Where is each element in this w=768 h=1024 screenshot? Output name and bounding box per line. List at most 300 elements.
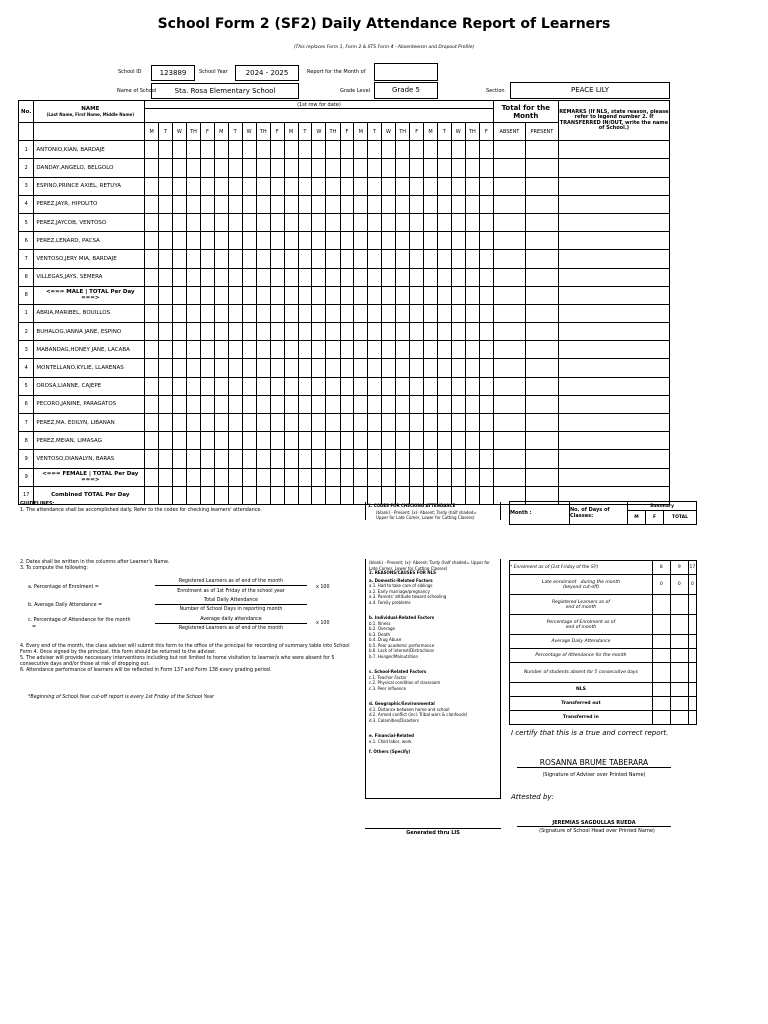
- attendance-cell[interactable]: [256, 395, 270, 413]
- attendance-cell[interactable]: [242, 359, 256, 377]
- attendance-cell[interactable]: [242, 268, 256, 286]
- attendance-cell[interactable]: [228, 450, 242, 468]
- attendance-cell[interactable]: [354, 159, 368, 177]
- attendance-cell[interactable]: [354, 232, 368, 250]
- attendance-cell[interactable]: [214, 395, 228, 413]
- attendance-cell[interactable]: [186, 304, 200, 322]
- attendance-cell[interactable]: [145, 213, 159, 231]
- attendance-cell[interactable]: [172, 268, 186, 286]
- attendance-cell[interactable]: [312, 286, 326, 304]
- attendance-cell[interactable]: [465, 468, 479, 486]
- attendance-cell[interactable]: [270, 359, 284, 377]
- attendance-cell[interactable]: [242, 195, 256, 213]
- attendance-cell[interactable]: [298, 341, 312, 359]
- attendance-cell[interactable]: [340, 304, 354, 322]
- attendance-cell[interactable]: [214, 432, 228, 450]
- attendance-cell[interactable]: [437, 177, 451, 195]
- remarks-cell[interactable]: [558, 341, 669, 359]
- attendance-cell[interactable]: [382, 232, 396, 250]
- attendance-cell[interactable]: [368, 141, 382, 159]
- attendance-cell[interactable]: [382, 432, 396, 450]
- attendance-cell[interactable]: [228, 359, 242, 377]
- attendance-cell[interactable]: [201, 195, 215, 213]
- tout-f[interactable]: [670, 697, 688, 711]
- attendance-cell[interactable]: [214, 286, 228, 304]
- attendance-cell[interactable]: [410, 159, 424, 177]
- attendance-cell[interactable]: [172, 450, 186, 468]
- attendance-cell[interactable]: [465, 395, 479, 413]
- attendance-cell[interactable]: [437, 359, 451, 377]
- attendance-cell[interactable]: [340, 377, 354, 395]
- attendance-cell[interactable]: [451, 177, 465, 195]
- attendance-cell[interactable]: [340, 195, 354, 213]
- attendance-cell[interactable]: [437, 323, 451, 341]
- attendance-cell[interactable]: [145, 414, 159, 432]
- attendance-cell[interactable]: [326, 268, 340, 286]
- attendance-cell[interactable]: [410, 450, 424, 468]
- attendance-cell[interactable]: [186, 323, 200, 341]
- attendance-cell[interactable]: [270, 250, 284, 268]
- attendance-cell[interactable]: [228, 141, 242, 159]
- attendance-cell[interactable]: [326, 141, 340, 159]
- attendance-cell[interactable]: [298, 159, 312, 177]
- attendance-cell[interactable]: [256, 450, 270, 468]
- attendance-cell[interactable]: [340, 286, 354, 304]
- attendance-cell[interactable]: [284, 450, 298, 468]
- attendance-cell[interactable]: [354, 395, 368, 413]
- present-cell[interactable]: [526, 304, 559, 322]
- attendance-cell[interactable]: [228, 250, 242, 268]
- attendance-cell[interactable]: [172, 250, 186, 268]
- attendance-cell[interactable]: [437, 232, 451, 250]
- attendance-cell[interactable]: [270, 141, 284, 159]
- attendance-cell[interactable]: [326, 377, 340, 395]
- attendance-cell[interactable]: [382, 414, 396, 432]
- attendance-cell[interactable]: [480, 159, 494, 177]
- attendance-cell[interactable]: [451, 359, 465, 377]
- remarks-cell[interactable]: [558, 450, 669, 468]
- attendance-cell[interactable]: [201, 341, 215, 359]
- attendance-cell[interactable]: [368, 304, 382, 322]
- attendance-cell[interactable]: [284, 341, 298, 359]
- present-cell[interactable]: [526, 232, 559, 250]
- attendance-cell[interactable]: [172, 432, 186, 450]
- attendance-cell[interactable]: [172, 377, 186, 395]
- attendance-cell[interactable]: [270, 341, 284, 359]
- attendance-cell[interactable]: [354, 286, 368, 304]
- attendance-cell[interactable]: [424, 323, 438, 341]
- attendance-cell[interactable]: [186, 432, 200, 450]
- attendance-cell[interactable]: [186, 286, 200, 304]
- attendance-cell[interactable]: [312, 377, 326, 395]
- attendance-cell[interactable]: [368, 468, 382, 486]
- absent5-total[interactable]: [688, 663, 696, 683]
- absent5-m[interactable]: [652, 663, 670, 683]
- attendance-cell[interactable]: [312, 432, 326, 450]
- absent-cell[interactable]: [493, 395, 525, 413]
- attendance-cell[interactable]: [465, 286, 479, 304]
- attendance-cell[interactable]: [159, 414, 173, 432]
- attendance-cell[interactable]: [186, 377, 200, 395]
- attendance-cell[interactable]: [424, 250, 438, 268]
- pct-enrol-m[interactable]: [652, 615, 670, 635]
- attendance-cell[interactable]: [172, 177, 186, 195]
- attendance-cell[interactable]: [201, 304, 215, 322]
- attendance-cell[interactable]: [270, 213, 284, 231]
- present-cell[interactable]: [526, 268, 559, 286]
- attendance-cell[interactable]: [186, 250, 200, 268]
- date-cells[interactable]: [145, 109, 494, 123]
- attendance-cell[interactable]: [298, 395, 312, 413]
- attendance-cell[interactable]: [451, 286, 465, 304]
- attendance-cell[interactable]: [159, 141, 173, 159]
- attendance-cell[interactable]: [382, 213, 396, 231]
- attendance-cell[interactable]: [172, 468, 186, 486]
- attendance-cell[interactable]: [354, 414, 368, 432]
- attendance-cell[interactable]: [326, 232, 340, 250]
- school-year-field[interactable]: 2024 - 2025: [235, 65, 299, 81]
- present-cell[interactable]: [526, 377, 559, 395]
- attendance-cell[interactable]: [368, 159, 382, 177]
- attendance-cell[interactable]: [145, 286, 159, 304]
- attendance-cell[interactable]: [354, 468, 368, 486]
- attendance-cell[interactable]: [298, 250, 312, 268]
- attendance-cell[interactable]: [354, 250, 368, 268]
- attendance-cell[interactable]: [368, 177, 382, 195]
- attendance-cell[interactable]: [451, 377, 465, 395]
- attendance-cell[interactable]: [396, 450, 410, 468]
- attendance-cell[interactable]: [451, 213, 465, 231]
- attendance-cell[interactable]: [424, 286, 438, 304]
- month-field[interactable]: [374, 63, 438, 81]
- attendance-cell[interactable]: [340, 414, 354, 432]
- attendance-cell[interactable]: [480, 323, 494, 341]
- attendance-cell[interactable]: [465, 323, 479, 341]
- attendance-cell[interactable]: [214, 341, 228, 359]
- attendance-cell[interactable]: [201, 213, 215, 231]
- attendance-cell[interactable]: [145, 395, 159, 413]
- attendance-cell[interactable]: [465, 232, 479, 250]
- attendance-cell[interactable]: [186, 450, 200, 468]
- remarks-cell[interactable]: [558, 177, 669, 195]
- reg-m[interactable]: [652, 595, 670, 615]
- attendance-cell[interactable]: [298, 359, 312, 377]
- absent-cell[interactable]: [493, 432, 525, 450]
- attendance-cell[interactable]: [424, 195, 438, 213]
- attendance-cell[interactable]: [410, 395, 424, 413]
- nls-f[interactable]: [670, 683, 688, 697]
- attendance-cell[interactable]: [214, 450, 228, 468]
- attendance-cell[interactable]: [256, 468, 270, 486]
- pct-att-m[interactable]: [652, 649, 670, 663]
- attendance-cell[interactable]: [284, 468, 298, 486]
- attendance-cell[interactable]: [326, 213, 340, 231]
- attendance-cell[interactable]: [242, 304, 256, 322]
- attendance-cell[interactable]: [214, 159, 228, 177]
- attendance-cell[interactable]: [284, 286, 298, 304]
- attendance-cell[interactable]: [410, 213, 424, 231]
- attendance-cell[interactable]: [340, 450, 354, 468]
- present-cell[interactable]: [526, 341, 559, 359]
- attendance-cell[interactable]: [465, 359, 479, 377]
- attendance-cell[interactable]: [242, 414, 256, 432]
- grade-field[interactable]: Grade 5: [374, 82, 438, 99]
- attendance-cell[interactable]: [396, 341, 410, 359]
- attendance-cell[interactable]: [451, 232, 465, 250]
- attendance-cell[interactable]: [298, 213, 312, 231]
- absent-cell[interactable]: [493, 468, 525, 486]
- attendance-cell[interactable]: [410, 268, 424, 286]
- attendance-cell[interactable]: [410, 286, 424, 304]
- attendance-cell[interactable]: [340, 177, 354, 195]
- attendance-cell[interactable]: [159, 232, 173, 250]
- attendance-cell[interactable]: [284, 232, 298, 250]
- attendance-cell[interactable]: [228, 286, 242, 304]
- remarks-cell[interactable]: [558, 159, 669, 177]
- attendance-cell[interactable]: [312, 268, 326, 286]
- attendance-cell[interactable]: [382, 159, 396, 177]
- remarks-cell[interactable]: [558, 250, 669, 268]
- attendance-cell[interactable]: [326, 395, 340, 413]
- attendance-cell[interactable]: [437, 468, 451, 486]
- absent-cell[interactable]: [493, 377, 525, 395]
- attendance-cell[interactable]: [326, 359, 340, 377]
- absent-cell[interactable]: [493, 213, 525, 231]
- attendance-cell[interactable]: [214, 359, 228, 377]
- absent-cell[interactable]: [493, 268, 525, 286]
- tout-total[interactable]: [688, 697, 696, 711]
- absent-cell[interactable]: [493, 232, 525, 250]
- remarks-cell[interactable]: [558, 304, 669, 322]
- attendance-cell[interactable]: [298, 268, 312, 286]
- attendance-cell[interactable]: [340, 213, 354, 231]
- pct-enrol-total[interactable]: [688, 615, 696, 635]
- attendance-cell[interactable]: [228, 414, 242, 432]
- attendance-cell[interactable]: [410, 177, 424, 195]
- attendance-cell[interactable]: [159, 432, 173, 450]
- attendance-cell[interactable]: [201, 177, 215, 195]
- attendance-cell[interactable]: [201, 468, 215, 486]
- attendance-cell[interactable]: [159, 213, 173, 231]
- attendance-cell[interactable]: [186, 468, 200, 486]
- attendance-cell[interactable]: [410, 341, 424, 359]
- attendance-cell[interactable]: [298, 195, 312, 213]
- attendance-cell[interactable]: [298, 304, 312, 322]
- attendance-cell[interactable]: [228, 177, 242, 195]
- attendance-cell[interactable]: [186, 414, 200, 432]
- attendance-cell[interactable]: [451, 304, 465, 322]
- attendance-cell[interactable]: [480, 304, 494, 322]
- attendance-cell[interactable]: [451, 323, 465, 341]
- attendance-cell[interactable]: [159, 323, 173, 341]
- attendance-cell[interactable]: [480, 213, 494, 231]
- present-cell[interactable]: [526, 177, 559, 195]
- absent-cell[interactable]: [493, 286, 525, 304]
- present-cell[interactable]: [526, 195, 559, 213]
- pct-att-f[interactable]: [670, 649, 688, 663]
- attendance-cell[interactable]: [312, 323, 326, 341]
- attendance-cell[interactable]: [382, 377, 396, 395]
- attendance-cell[interactable]: [451, 141, 465, 159]
- attendance-cell[interactable]: [312, 468, 326, 486]
- attendance-cell[interactable]: [396, 395, 410, 413]
- attendance-cell[interactable]: [396, 268, 410, 286]
- attendance-cell[interactable]: [396, 141, 410, 159]
- present-cell[interactable]: [526, 432, 559, 450]
- attendance-cell[interactable]: [437, 286, 451, 304]
- attendance-cell[interactable]: [298, 468, 312, 486]
- attendance-cell[interactable]: [242, 450, 256, 468]
- attendance-cell[interactable]: [354, 195, 368, 213]
- attendance-cell[interactable]: [424, 268, 438, 286]
- attendance-cell[interactable]: [298, 377, 312, 395]
- attendance-cell[interactable]: [159, 341, 173, 359]
- attendance-cell[interactable]: [480, 177, 494, 195]
- attendance-cell[interactable]: [410, 414, 424, 432]
- attendance-cell[interactable]: [242, 250, 256, 268]
- absent-cell[interactable]: [493, 414, 525, 432]
- attendance-cell[interactable]: [480, 286, 494, 304]
- attendance-cell[interactable]: [368, 377, 382, 395]
- attendance-cell[interactable]: [340, 323, 354, 341]
- attendance-cell[interactable]: [480, 141, 494, 159]
- attendance-cell[interactable]: [312, 250, 326, 268]
- attendance-cell[interactable]: [270, 377, 284, 395]
- attendance-cell[interactable]: [201, 414, 215, 432]
- attendance-cell[interactable]: [242, 377, 256, 395]
- attendance-cell[interactable]: [159, 268, 173, 286]
- attendance-cell[interactable]: [270, 232, 284, 250]
- remarks-cell[interactable]: [558, 432, 669, 450]
- attendance-cell[interactable]: [396, 250, 410, 268]
- attendance-cell[interactable]: [270, 159, 284, 177]
- attendance-cell[interactable]: [256, 341, 270, 359]
- attendance-cell[interactable]: [396, 414, 410, 432]
- attendance-cell[interactable]: [159, 450, 173, 468]
- attendance-cell[interactable]: [480, 414, 494, 432]
- attendance-cell[interactable]: [368, 359, 382, 377]
- attendance-cell[interactable]: [368, 286, 382, 304]
- attendance-cell[interactable]: [424, 468, 438, 486]
- attendance-cell[interactable]: [214, 468, 228, 486]
- attendance-cell[interactable]: [284, 395, 298, 413]
- attendance-cell[interactable]: [186, 177, 200, 195]
- attendance-cell[interactable]: [354, 432, 368, 450]
- attendance-cell[interactable]: [242, 323, 256, 341]
- attendance-cell[interactable]: [382, 177, 396, 195]
- attendance-cell[interactable]: [186, 232, 200, 250]
- attendance-cell[interactable]: [312, 450, 326, 468]
- attendance-cell[interactable]: [312, 141, 326, 159]
- remarks-cell[interactable]: [558, 268, 669, 286]
- absent-cell[interactable]: [493, 159, 525, 177]
- attendance-cell[interactable]: [145, 268, 159, 286]
- attendance-cell[interactable]: [284, 304, 298, 322]
- attendance-cell[interactable]: [312, 213, 326, 231]
- attendance-cell[interactable]: [186, 141, 200, 159]
- attendance-cell[interactable]: [312, 177, 326, 195]
- attendance-cell[interactable]: [270, 323, 284, 341]
- attendance-cell[interactable]: [201, 286, 215, 304]
- attendance-cell[interactable]: [465, 450, 479, 468]
- attendance-cell[interactable]: [145, 159, 159, 177]
- attendance-cell[interactable]: [159, 359, 173, 377]
- attendance-cell[interactable]: [298, 286, 312, 304]
- school-name-field[interactable]: Sta. Rosa Elementary School: [151, 83, 299, 99]
- attendance-cell[interactable]: [214, 414, 228, 432]
- attendance-cell[interactable]: [228, 468, 242, 486]
- attendance-cell[interactable]: [312, 195, 326, 213]
- attendance-cell[interactable]: [159, 304, 173, 322]
- attendance-cell[interactable]: [256, 177, 270, 195]
- attendance-cell[interactable]: [228, 341, 242, 359]
- attendance-cell[interactable]: [201, 159, 215, 177]
- attendance-cell[interactable]: [242, 177, 256, 195]
- reg-total[interactable]: [688, 595, 696, 615]
- attendance-cell[interactable]: [437, 213, 451, 231]
- attendance-cell[interactable]: [410, 377, 424, 395]
- attendance-cell[interactable]: [480, 432, 494, 450]
- attendance-cell[interactable]: [270, 195, 284, 213]
- attendance-cell[interactable]: [298, 323, 312, 341]
- absent-cell[interactable]: [493, 304, 525, 322]
- attendance-cell[interactable]: [312, 359, 326, 377]
- attendance-cell[interactable]: [340, 232, 354, 250]
- attendance-cell[interactable]: [354, 450, 368, 468]
- attendance-cell[interactable]: [410, 323, 424, 341]
- attendance-cell[interactable]: [201, 323, 215, 341]
- attendance-cell[interactable]: [480, 232, 494, 250]
- attendance-cell[interactable]: [368, 395, 382, 413]
- attendance-cell[interactable]: [410, 232, 424, 250]
- attendance-cell[interactable]: [201, 432, 215, 450]
- attendance-cell[interactable]: [451, 159, 465, 177]
- attendance-cell[interactable]: [410, 432, 424, 450]
- attendance-cell[interactable]: [340, 159, 354, 177]
- attendance-cell[interactable]: [172, 341, 186, 359]
- attendance-cell[interactable]: [159, 377, 173, 395]
- remarks-cell[interactable]: [558, 141, 669, 159]
- attendance-cell[interactable]: [354, 268, 368, 286]
- attendance-cell[interactable]: [159, 159, 173, 177]
- attendance-cell[interactable]: [298, 414, 312, 432]
- attendance-cell[interactable]: [256, 432, 270, 450]
- attendance-cell[interactable]: [410, 359, 424, 377]
- tin-m[interactable]: [652, 711, 670, 725]
- present-cell[interactable]: [526, 159, 559, 177]
- attendance-cell[interactable]: [396, 232, 410, 250]
- attendance-cell[interactable]: [424, 177, 438, 195]
- attendance-cell[interactable]: [354, 359, 368, 377]
- attendance-cell[interactable]: [437, 304, 451, 322]
- attendance-cell[interactable]: [480, 359, 494, 377]
- attendance-cell[interactable]: [284, 377, 298, 395]
- attendance-cell[interactable]: [159, 468, 173, 486]
- attendance-cell[interactable]: [284, 141, 298, 159]
- attendance-cell[interactable]: [159, 250, 173, 268]
- attendance-cell[interactable]: [326, 195, 340, 213]
- attendance-cell[interactable]: [145, 250, 159, 268]
- attendance-cell[interactable]: [465, 250, 479, 268]
- remarks-cell[interactable]: [558, 195, 669, 213]
- attendance-cell[interactable]: [480, 395, 494, 413]
- remarks-cell[interactable]: [558, 213, 669, 231]
- attendance-cell[interactable]: [465, 141, 479, 159]
- absent-cell[interactable]: [493, 359, 525, 377]
- attendance-cell[interactable]: [410, 468, 424, 486]
- attendance-cell[interactable]: [382, 304, 396, 322]
- attendance-cell[interactable]: [368, 268, 382, 286]
